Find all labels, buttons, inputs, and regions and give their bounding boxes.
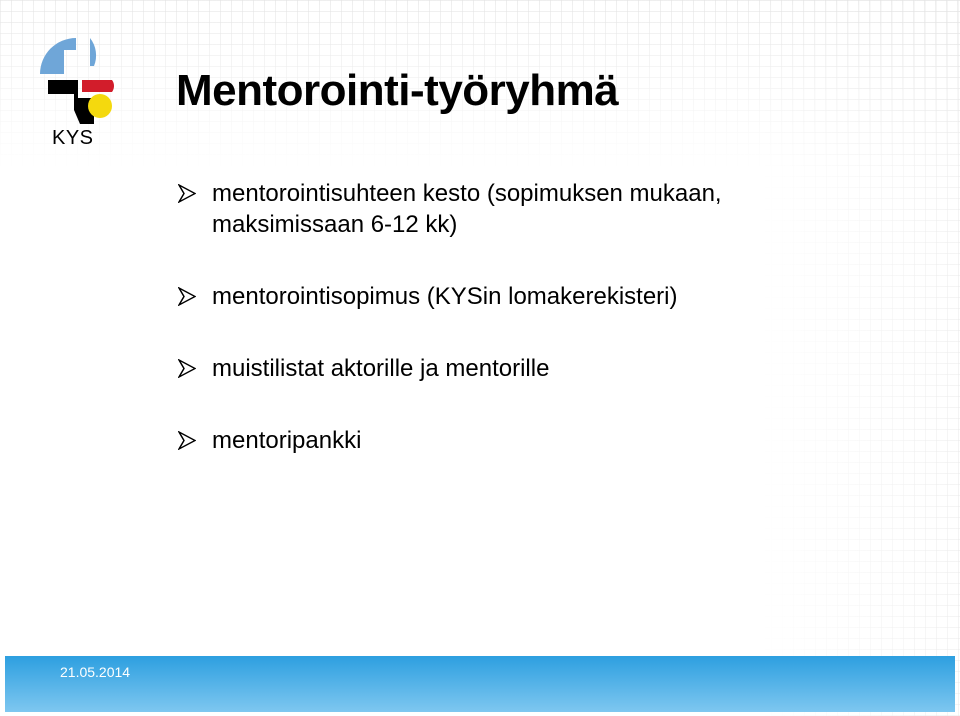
bullet-text: muistilistat aktorille ja mentorille — [212, 355, 550, 382]
logo-text: KYS — [52, 127, 94, 149]
bullet-text: mentorointisuhteen kesto (sopimuksen mukaan, maksimissaan 6-12 kk) — [212, 180, 722, 238]
bullet-item — [178, 178, 818, 240]
bullet-text: mentorointisopimus (KYSin lomakerekisteri) — [212, 283, 678, 310]
arrowhead-bullet-icon — [178, 359, 196, 378]
arrowhead-bullet-icon — [178, 287, 196, 306]
arrowhead-bullet-icon — [178, 431, 196, 450]
bullet-item — [178, 353, 818, 384]
bullet-list — [178, 178, 818, 456]
footer-date: 21.05.2014 — [60, 664, 131, 680]
bullet-item — [178, 425, 818, 456]
slide-title: Mentorointi-työryhmä — [176, 66, 619, 115]
arrowhead-bullet-icon — [178, 184, 196, 203]
bullet-text: mentoripankki — [212, 427, 362, 454]
footer-bar — [5, 656, 955, 712]
bullet-item — [178, 281, 818, 312]
